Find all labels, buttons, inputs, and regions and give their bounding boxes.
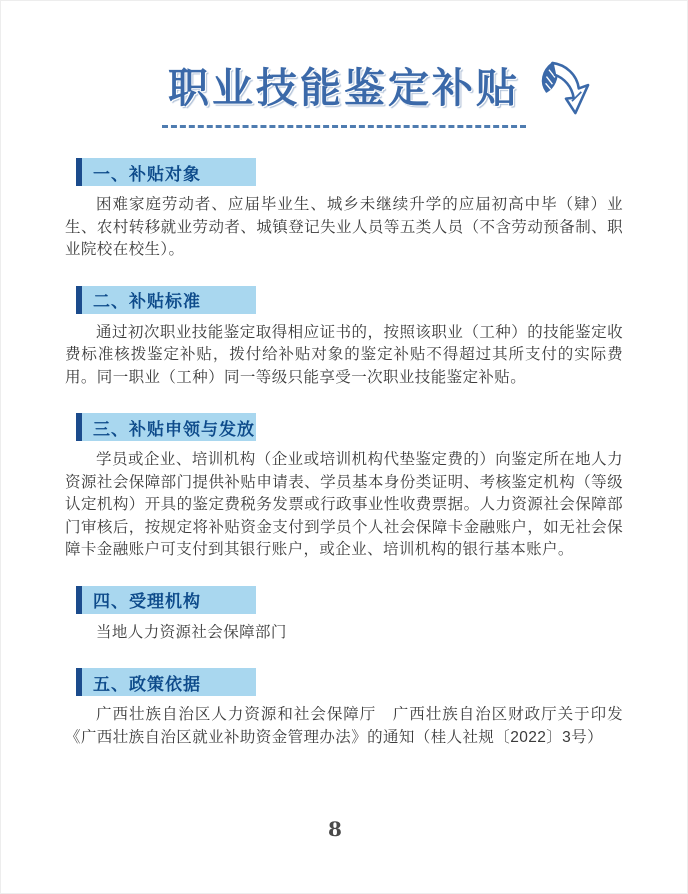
section-body-text: 当地人力资源社会保障部门 (96, 623, 287, 641)
section-header (76, 158, 256, 186)
section-body-text: 通过初次职业技能鉴定取得相应证书的，按照该职业（工种）的技能鉴定收费标准核拨鉴定补贴，拨付给补贴对象的鉴定补贴不得超过其所支付的实际费用。同一职业（工种）同一等级只能享受一次职业技能鉴定补贴。 (65, 323, 623, 386)
document-content (1, 158, 687, 749)
section-subsidy-targets (65, 158, 623, 262)
header-box (82, 286, 256, 314)
title-block (1, 65, 687, 128)
section-heading: 四、受理机构 (93, 592, 201, 611)
header-box (82, 158, 256, 186)
section-body-text: 广西壮族自治区人力资源和社会保障厅 广西壮族自治区财政厅关于印发《广西壮族自治区就业补助资金管理办法》的通知（桂人社规〔2022〕3号） (65, 706, 623, 746)
down-right-arrow-icon (532, 57, 600, 125)
page-title: 职业技能鉴定补贴 (168, 64, 520, 112)
section-header (76, 413, 256, 441)
section-body-text: 困难家庭劳动者、应届毕业生、城乡未继续升学的应届初高中毕（肄）业生、农村转移就业劳动者、城镇登记失业人员等五类人员（不含劳动预备制、职业院校在校生）。 (65, 196, 623, 258)
title-underline (162, 65, 526, 128)
page-number: 8 (328, 817, 342, 841)
section-accepting-agency (65, 586, 623, 645)
section-heading: 一、补贴对象 (93, 164, 201, 184)
header-box (82, 413, 256, 441)
section-heading: 二、补贴标准 (93, 292, 201, 311)
section-policy-basis (65, 668, 623, 749)
section-header (76, 586, 256, 614)
section-subsidy-standard (65, 286, 623, 390)
section-header (76, 286, 256, 314)
header-box (82, 586, 256, 614)
section-body-text: 学员或企业、培训机构（企业或培训机构代垫鉴定费的）向鉴定所在地人力资源社会保障部门提供补贴申请表、学员基本身份类证明、考核鉴定机构（等级认定机构）开具的鉴定费税务发票或行政事业性收费票据。人力资源社会保障部门审核后，按规定将补贴资金支付到学员个人社会保障卡金融账户，如无社会保障卡金融账户可支付到其银行账户，或企业、培训机构的银行基本账户。 (65, 451, 623, 558)
section-heading: 五、政策依据 (93, 674, 201, 694)
header-box (82, 668, 256, 696)
section-application-disbursement (65, 413, 623, 562)
section-heading: 三、补贴申领与发放 (93, 419, 255, 439)
section-header (76, 668, 256, 696)
